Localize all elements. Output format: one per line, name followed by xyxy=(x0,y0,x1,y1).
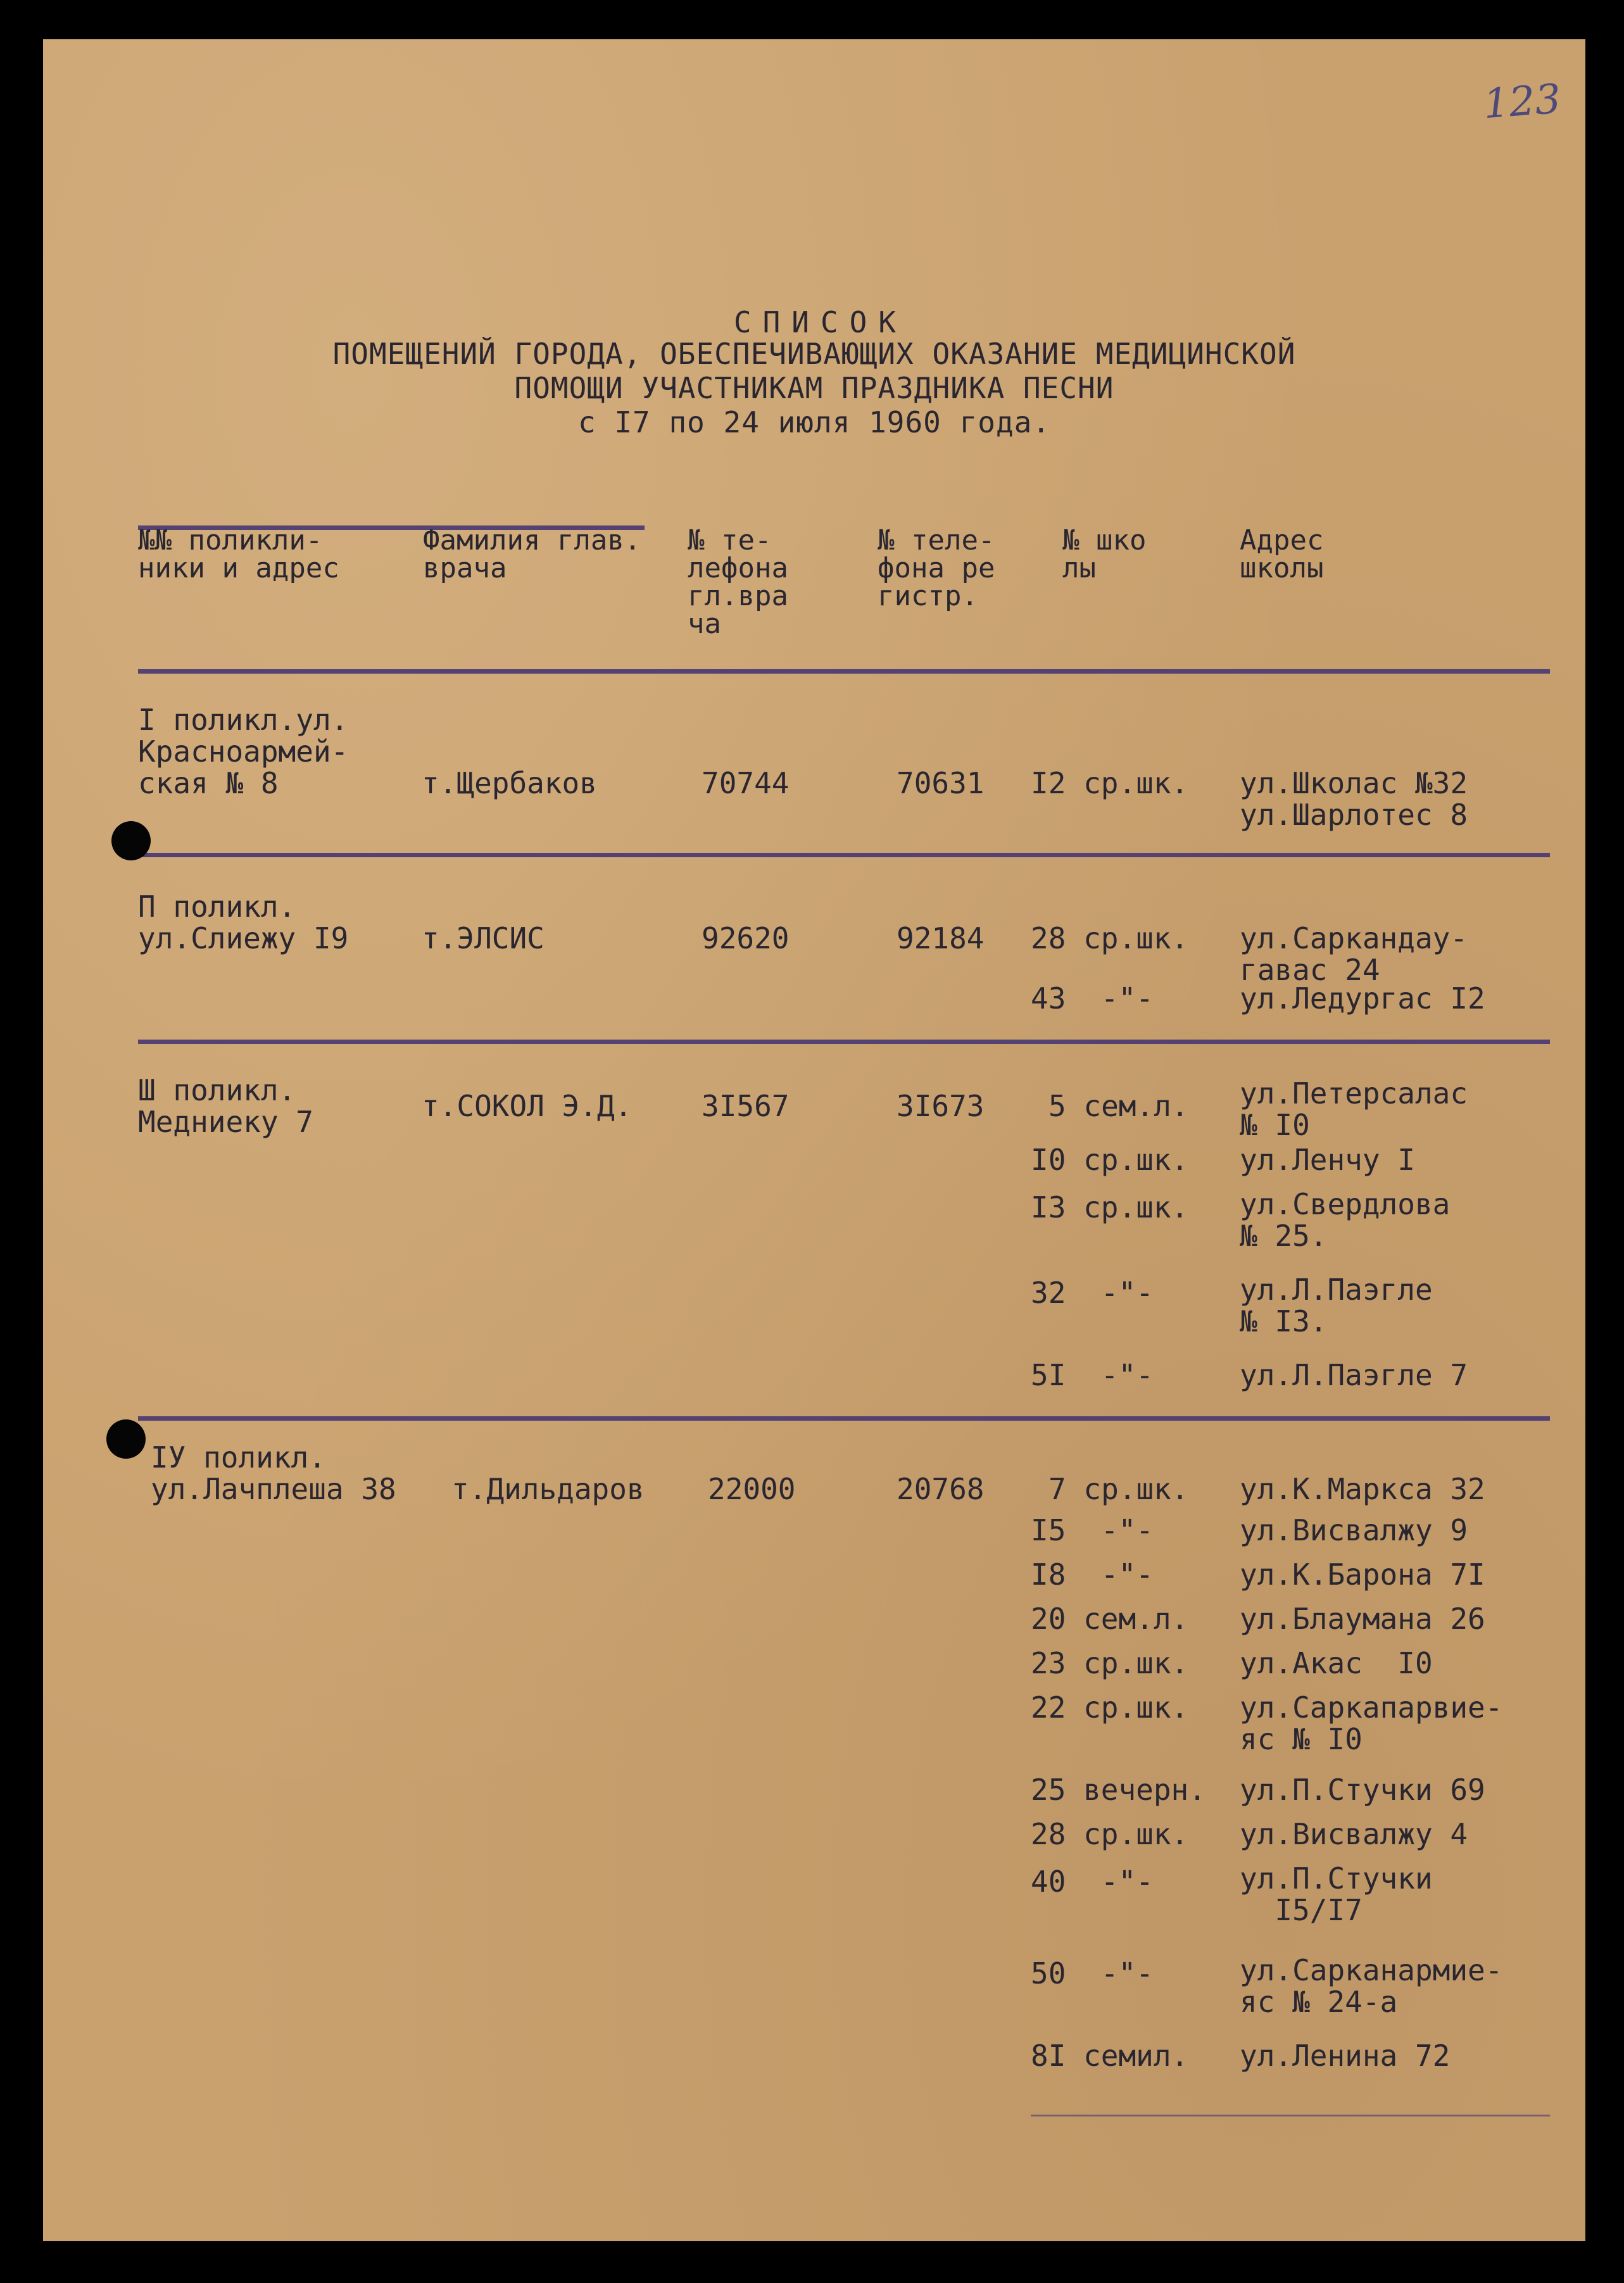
clinic-4-school-9-number: 40 -"- xyxy=(1031,1865,1154,1899)
header-school-number: № шко лы xyxy=(1062,524,1147,584)
header-clinic: №№ поликли- ники и адрес xyxy=(138,524,339,584)
clinic-1-doctor: т.Щербаков xyxy=(422,766,597,800)
clinic-4-school-8-address: ул.Висвалжу 4 xyxy=(1240,1817,1468,1851)
clinic-1-phone-doctor: 70744 xyxy=(702,766,790,800)
header-doctor: Фамилия глав. врача xyxy=(423,524,641,584)
clinic-4-school-4-address: ул.Блаумана 26 xyxy=(1240,1602,1485,1636)
clinic-2-school-2-address: ул.Ледургас I2 xyxy=(1240,981,1485,1016)
clinic-4-school-6-number: 22 ср.шк. xyxy=(1031,1690,1189,1725)
clinic-4-school-1-address: ул.К.Маркса 32 xyxy=(1240,1472,1485,1506)
clinic-4-school-11-number: 8I семил. xyxy=(1031,2039,1189,2073)
clinic-4-school-4-number: 20 сем.л. xyxy=(1031,1602,1189,1636)
clinic-4-doctor: т.Дильдаров xyxy=(451,1472,645,1506)
header-school-address: Адрес школы xyxy=(1240,524,1324,584)
clinic-3-school-4-number: 32 -"- xyxy=(1031,1276,1154,1310)
header-phone-registry: № теле- фона ре гистр. xyxy=(878,524,995,612)
clinic-4-school-7-number: 25 вечерн. xyxy=(1031,1773,1206,1807)
clinic-3-school-2-number: I0 ср.шк. xyxy=(1031,1143,1189,1177)
title-line-1: СПИСОК xyxy=(733,305,908,339)
group-3-rule xyxy=(138,1416,1550,1421)
clinic-4-school-8-number: 28 ср.шк. xyxy=(1031,1817,1189,1851)
clinic-2-doctor: т.ЭЛСИС xyxy=(422,921,544,955)
group-2-rule xyxy=(138,1040,1550,1044)
clinic-4-school-10-number: 50 -"- xyxy=(1031,1956,1154,1991)
document-page xyxy=(43,39,1585,2241)
header-phone-doctor: № те- лефона гл.вра ча xyxy=(688,524,788,640)
clinic-2-school-1-number: 28 ср.шк. xyxy=(1031,921,1189,955)
header-bottom-rule xyxy=(138,669,1550,674)
clinic-3-phone-registry: 3I673 xyxy=(897,1089,985,1123)
clinic-1-name: I поликл.ул. Красноармей- ская № 8 xyxy=(138,703,349,800)
clinic-4-school-2-address: ул.Висвалжу 9 xyxy=(1240,1513,1468,1547)
clinic-3-school-1-number: 5 сем.л. xyxy=(1048,1089,1189,1123)
clinic-4-phone-doctor: 22000 xyxy=(708,1472,796,1506)
clinic-2-school-1-address: ул.Саркандау- гавас 24 xyxy=(1240,921,1468,987)
clinic-3-name: Ш поликл. Медниеку 7 xyxy=(138,1073,313,1139)
clinic-4-school-11-address: ул.Ленина 72 xyxy=(1240,2039,1451,2073)
title-line-2: ПОМЕЩЕНИЙ ГОРОДА, ОБЕСПЕЧИВАЮЩИХ ОКАЗАНИЕ МЕДИЦИНСКОЙ xyxy=(332,337,1296,371)
clinic-3-doctor: т.СОКОЛ Э.Д. xyxy=(422,1089,633,1123)
clinic-2-school-2-number: 43 -"- xyxy=(1031,981,1154,1016)
clinic-4-school-5-address: ул.Акас I0 xyxy=(1240,1646,1433,1680)
clinic-4-school-5-number: 23 ср.шк. xyxy=(1031,1646,1189,1680)
clinic-3-school-3-number: I3 ср.шк. xyxy=(1031,1190,1189,1224)
clinic-4-school-2-number: I5 -"- xyxy=(1031,1513,1154,1547)
clinic-1-school-1-address: ул.Школас №32 ул.Шарлотес 8 xyxy=(1240,766,1468,832)
document-title xyxy=(43,305,1585,439)
clinic-4-school-10-address: ул.Сарканармие- яс № 24-а xyxy=(1240,1953,1503,2019)
clinic-2-name: П поликл. ул.Слиежу I9 xyxy=(138,890,349,955)
clinic-3-school-4-address: ул.Л.Паэгле № I3. xyxy=(1240,1273,1433,1338)
clinic-3-phone-doctor: 3I567 xyxy=(702,1089,790,1123)
title-line-4: с I7 по 24 июля 1960 года. xyxy=(577,405,1051,439)
folio-number: 123 xyxy=(1482,75,1563,129)
clinic-4-school-9-address: ул.П.Стучки I5/I7 xyxy=(1240,1861,1433,1927)
clinic-4-school-7-address: ул.П.Стучки 69 xyxy=(1240,1773,1485,1807)
clinic-3-school-2-address: ул.Ленчу I xyxy=(1240,1143,1415,1177)
clinic-2-phone-registry: 92184 xyxy=(897,921,985,955)
clinic-2-phone-doctor: 92620 xyxy=(702,921,790,955)
punch-hole-bottom xyxy=(106,1419,146,1459)
clinic-4-school-1-number: 7 ср.шк. xyxy=(1048,1472,1189,1506)
clinic-4-name: IУ поликл. ул.Лачплеша 38 xyxy=(151,1440,396,1506)
title-line-3: ПОМОЩИ УЧАСТНИКАМ ПРАЗДНИКА ПЕСНИ xyxy=(514,371,1114,405)
clinic-4-school-3-number: I8 -"- xyxy=(1031,1557,1154,1592)
clinic-3-school-3-address: ул.Свердлова № 25. xyxy=(1240,1187,1451,1253)
group-1-rule xyxy=(138,853,1550,857)
clinic-4-phone-registry: 20768 xyxy=(897,1472,985,1506)
punch-hole-top xyxy=(111,821,151,860)
clinic-4-school-6-address: ул.Саркапарвие- яс № I0 xyxy=(1240,1690,1503,1756)
clinic-1-phone-registry: 70631 xyxy=(897,766,985,800)
clinic-3-school-1-address: ул.Петерсалас № I0 xyxy=(1240,1076,1468,1142)
clinic-1-school-1-number: I2 ср.шк. xyxy=(1031,766,1189,800)
clinic-3-school-5-address: ул.Л.Паэгле 7 xyxy=(1240,1358,1468,1392)
clinic-3-school-5-number: 5I -"- xyxy=(1031,1358,1154,1392)
clinic-4-school-3-address: ул.К.Барона 7I xyxy=(1240,1557,1485,1592)
table-bottom-rule xyxy=(1031,2115,1550,2116)
